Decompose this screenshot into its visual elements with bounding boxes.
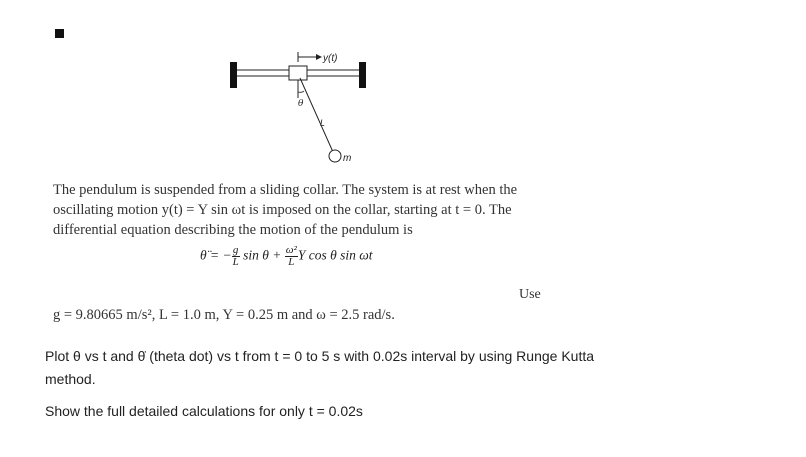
paragraph-line-1: The pendulum is suspended from a sliding collar. The system is at rest when the [53, 182, 518, 198]
task-line-2: method. [45, 371, 96, 387]
equation-rhs: Y cos θ sin ωt [297, 247, 373, 263]
theta-arc [298, 91, 304, 92]
right-support-block [359, 62, 366, 88]
equation-middle: sin θ + [243, 247, 282, 263]
task-calculation-note: Show the full detailed calculations for only t = 0.02s [45, 403, 363, 419]
label-y: y(t) [323, 53, 338, 64]
label-L: L [320, 118, 326, 128]
paragraph-line-2: oscillating motion y(t) = Y sin ωt is imposed on the collar, starting at t = 0. The [53, 202, 512, 218]
pendulum-mass [329, 150, 341, 162]
pendulum-rod [300, 78, 333, 152]
equation-lhs: θ̈ = − [200, 247, 232, 263]
collar [289, 66, 307, 80]
differential-equation [200, 245, 372, 268]
problem-paragraph [53, 180, 573, 240]
label-m: m [343, 153, 352, 164]
task-line-1: Plot θ vs t and θ̇ (theta dot) vs t from t = 0 to 5 s with 0.02s interval by using Runge Kutta [45, 348, 595, 364]
fraction1-numerator: g [232, 244, 239, 256]
task-instruction [45, 345, 685, 391]
fraction-g-over-L [232, 245, 240, 268]
fraction2-numerator: ω² [285, 244, 297, 256]
label-theta: θ [298, 99, 304, 109]
fraction-omega-sq-over-L [285, 245, 298, 268]
pendulum-diagram [220, 40, 380, 170]
paragraph-line-3: differential equation describing the motion of the pendulum is [53, 222, 413, 238]
y-arrow-head [316, 54, 322, 60]
left-support-block [230, 62, 237, 88]
parameter-values: g = 9.80665 m/s², L = 1.0 m, Y = 0.25 m and ω = 2.5 rad/s. [53, 307, 395, 323]
use-label: Use [519, 287, 541, 302]
fraction2-denominator: L [288, 256, 295, 268]
bullet-marker [55, 29, 64, 38]
fraction1-denominator: L [232, 256, 239, 268]
